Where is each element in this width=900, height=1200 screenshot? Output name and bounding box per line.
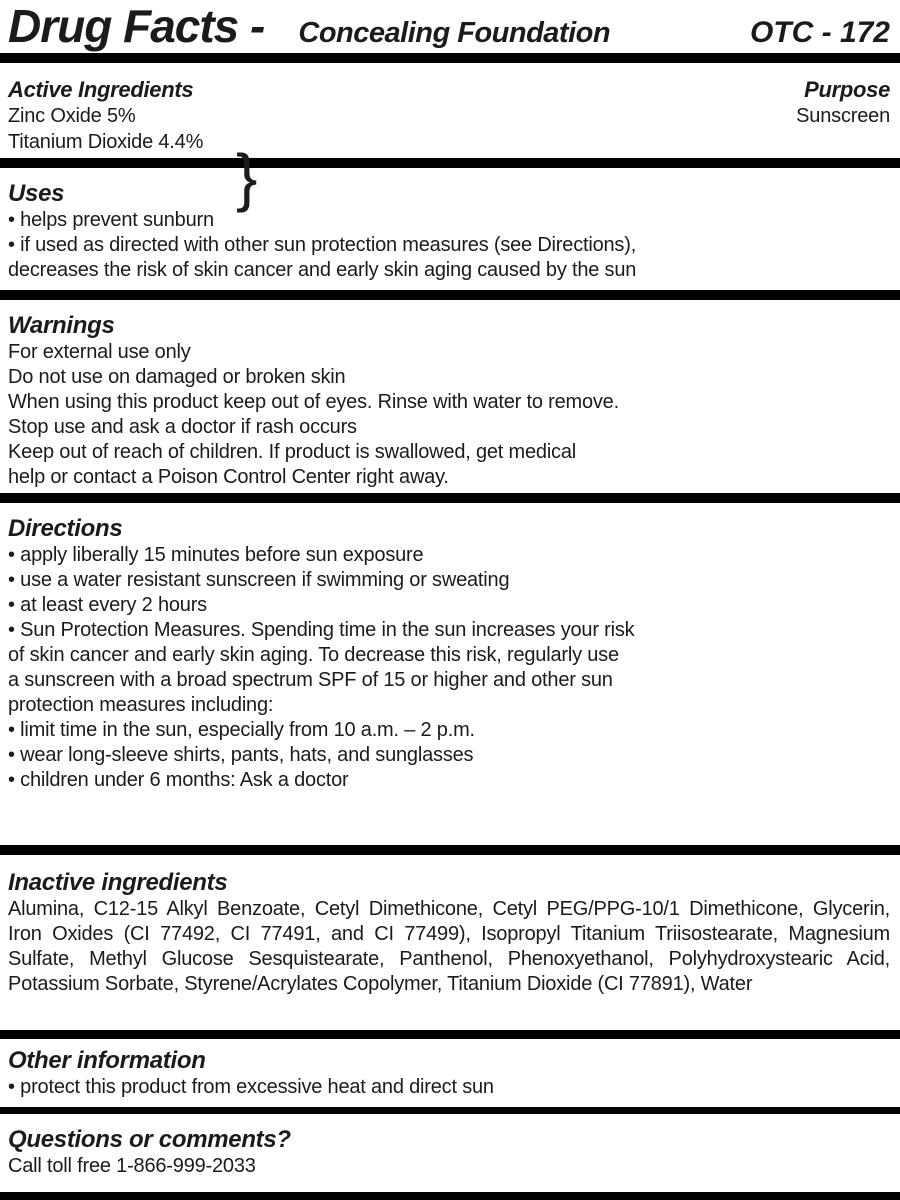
directions-section xyxy=(0,503,900,845)
purpose-value: Sunscreen xyxy=(796,105,890,127)
purpose-column xyxy=(796,77,890,129)
directions-heading: Directions xyxy=(8,515,123,542)
directions-line: of skin cancer and early skin aging. To decrease this risk, regularly use xyxy=(8,644,619,666)
other-information-heading: Other information xyxy=(8,1047,206,1074)
brace-glyph: } xyxy=(236,141,258,213)
divider-bar xyxy=(0,158,900,168)
directions-line: a sunscreen with a broad spectrum SPF of 15 or higher and other sun xyxy=(8,669,613,691)
warnings-section xyxy=(0,300,900,493)
divider-bar xyxy=(0,1030,900,1039)
questions-section xyxy=(0,1114,900,1192)
divider-bar xyxy=(0,290,900,300)
directions-line: • apply liberally 15 minutes before sun exposure xyxy=(8,544,424,566)
warnings-line: Keep out of reach of children. If product is swallowed, get medical xyxy=(8,441,577,463)
directions-line: • limit time in the sun, especially from 10 a.m. – 2 p.m. xyxy=(8,719,475,741)
inactive-ingredients-section xyxy=(0,855,900,1030)
directions-line: • Sun Protection Measures. Spending time in the sun increases your risk xyxy=(8,619,635,641)
warnings-line: For external use only xyxy=(8,341,191,363)
active-ingredient: Zinc Oxide 5% xyxy=(8,105,136,127)
inactive-ingredients-heading: Inactive ingredients xyxy=(8,869,228,896)
questions-phone-line: Call toll free 1-866-999-2033 xyxy=(8,1155,256,1177)
warnings-heading: Warnings xyxy=(8,312,115,339)
uses-line: • helps prevent sunburn xyxy=(8,209,214,231)
header xyxy=(0,0,900,53)
divider-bar xyxy=(0,1107,900,1114)
directions-line: • children under 6 months: Ask a doctor xyxy=(8,769,349,791)
other-information-line: • protect this product from excessive heat and direct sun xyxy=(8,1076,494,1098)
directions-line: • at least every 2 hours xyxy=(8,594,207,616)
directions-line: • wear long-sleeve shirts, pants, hats, and sunglasses xyxy=(8,744,474,766)
active-ingredients-heading: Active Ingredients xyxy=(8,77,194,102)
uses-section xyxy=(0,168,900,290)
purpose-heading: Purpose xyxy=(804,77,890,102)
uses-heading: Uses xyxy=(8,180,65,207)
product-name: Concealing Foundation xyxy=(298,17,611,49)
active-ingredient: Titanium Dioxide 4.4% xyxy=(8,131,204,153)
questions-heading: Questions or comments? xyxy=(8,1126,291,1153)
uses-line: decreases the risk of skin cancer and early skin aging caused by the sun xyxy=(8,259,637,281)
directions-line: • use a water resistant sunscreen if swimming or sweating xyxy=(8,569,510,591)
divider-bar xyxy=(0,493,900,503)
warnings-line: Do not use on damaged or broken skin xyxy=(8,366,346,388)
inactive-ingredients-text: Alumina, C12-15 Alkyl Benzoate, Cetyl Dimethicone, Cetyl PEG/PPG-10/1 Dimethicone, Glycerin, Iron Oxides (CI 77492, CI 77491, and CI 77499), Isopropyl Titanium Triisostearate, Magnesium Sulfate, Methyl Glucose Sesquistearate, Panthenol, Phenoxyethanol, Polyhydroxystearic Acid, Potassium Sorbate, Styrene/Acrylates Copolymer, Titanium Dioxide (CI 77891), Water xyxy=(8,898,890,995)
page-title: Drug Facts - xyxy=(8,0,265,52)
warnings-line: Stop use and ask a doctor if rash occurs xyxy=(8,416,357,438)
divider-bar xyxy=(0,1192,900,1200)
uses-line: • if used as directed with other sun protection measures (see Directions), xyxy=(8,234,637,256)
warnings-line: help or contact a Poison Control Center right away. xyxy=(8,466,449,488)
divider-bar xyxy=(0,53,900,63)
otc-code: OTC - 172 xyxy=(749,16,890,49)
divider-bar xyxy=(0,845,900,855)
directions-line: protection measures including: xyxy=(8,694,274,716)
warnings-line: When using this product keep out of eyes. Rinse with water to remove. xyxy=(8,391,619,413)
other-information-section xyxy=(0,1039,900,1107)
